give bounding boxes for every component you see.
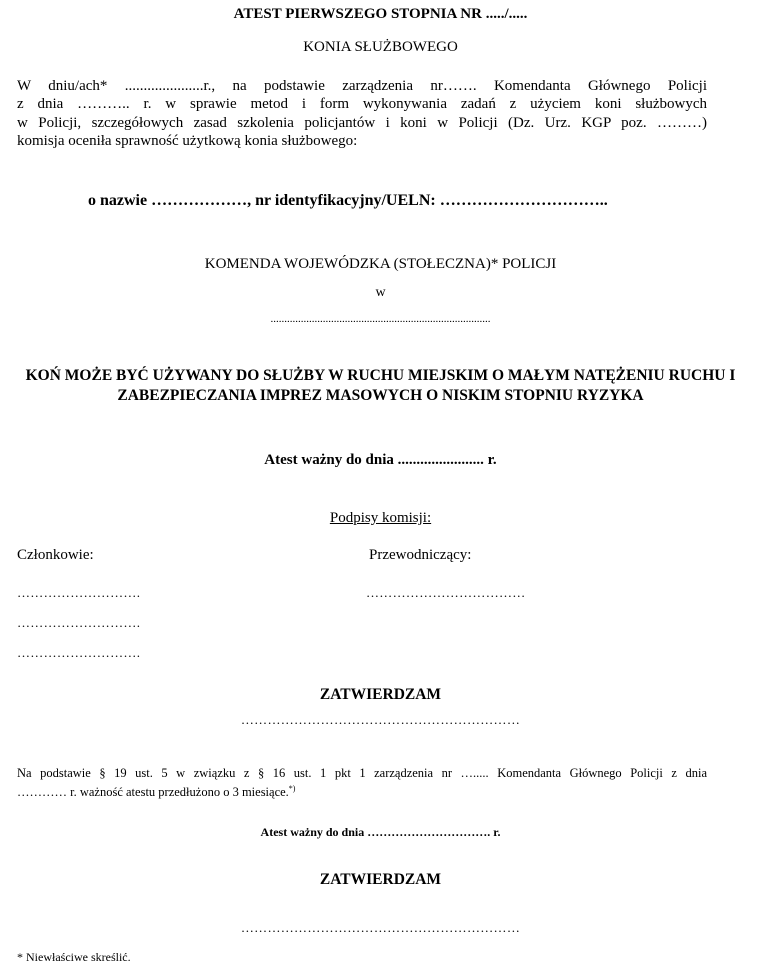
intro-line: z dnia ……….. r. w sprawie metod i form wykonywania zadań z użyciem koni służbowych	[17, 96, 707, 113]
komenda-heading: KOMENDA WOJEWÓDZKA (STOŁECZNA)* POLICJI	[204, 256, 557, 272]
approval-signature-line: ………………………………………………………	[240, 712, 521, 727]
signatures-title: Podpisy komisji:	[329, 510, 432, 526]
decision-statement: KOŃ MOŻE BYĆ UŻYWANY DO SŁUŻBY W RUCHU MIEJSKIM O MAŁYM NATĘŻENIU RUCHU I ZABEZPIECZANIA IMPREZ MASOWYCH O NISKIM STOPNIU RYZYKA	[25, 367, 736, 404]
validity-line: Atest ważny do dnia ....................... r.	[264, 452, 497, 468]
extension-paragraph	[17, 765, 707, 800]
extension-line: Na podstawie § 19 ust. 5 w związku z § 16 ust. 1 pkt 1 zarządzenia nr …..... Komendanta Głównego Policji z dnia	[17, 766, 707, 780]
location-dots: ................................................................................	[270, 313, 491, 325]
chair-label: Przewodniczący:	[369, 547, 472, 563]
location-w: w	[375, 285, 386, 300]
document-subtitle: KONIA SŁUŻBOWEGO	[303, 39, 458, 55]
member-signature-line: ……………………….	[17, 615, 141, 630]
approval-label: ZATWIERDZAM	[319, 686, 442, 703]
member-signature-line: ……………………….	[17, 645, 141, 660]
horse-name-line: o nazwie ………………, nr identyfikacyjny/UELN: …………………………..	[88, 192, 608, 209]
extension-line-text: ………… r. ważność atestu przedłużono o 3 miesiące.	[17, 785, 289, 800]
footnote-marker: *)	[288, 784, 296, 793]
intro-line: w Policji, szczegółowych zasad szkolenia policjantów i koni w Policji (Dz. Urz. KGP poz. ………)	[17, 114, 707, 131]
approval2-signature-line: ………………………………………………………	[240, 920, 521, 935]
footnote: * Niewłaściwe skreślić.	[17, 950, 131, 964]
intro-paragraph	[17, 77, 707, 150]
intro-line: W dniu/ach* .....................r., na podstawie zarządzenia nr……. Komendanta Głównego Policji	[17, 78, 707, 94]
approval2-label: ZATWIERDZAM	[319, 871, 442, 888]
extended-validity-line: Atest ważny do dnia …………………………. r.	[260, 825, 501, 839]
extension-line	[17, 781, 707, 800]
intro-line: komisja oceniła sprawność użytkową konia służbowego:	[17, 132, 358, 149]
document-title: ATEST PIERWSZEGO STOPNIA NR ...../.....	[233, 6, 528, 22]
chair-signature-line: ………………………………	[366, 585, 526, 600]
members-label: Członkowie:	[17, 547, 94, 563]
member-signature-line: ……………………….	[17, 585, 141, 600]
